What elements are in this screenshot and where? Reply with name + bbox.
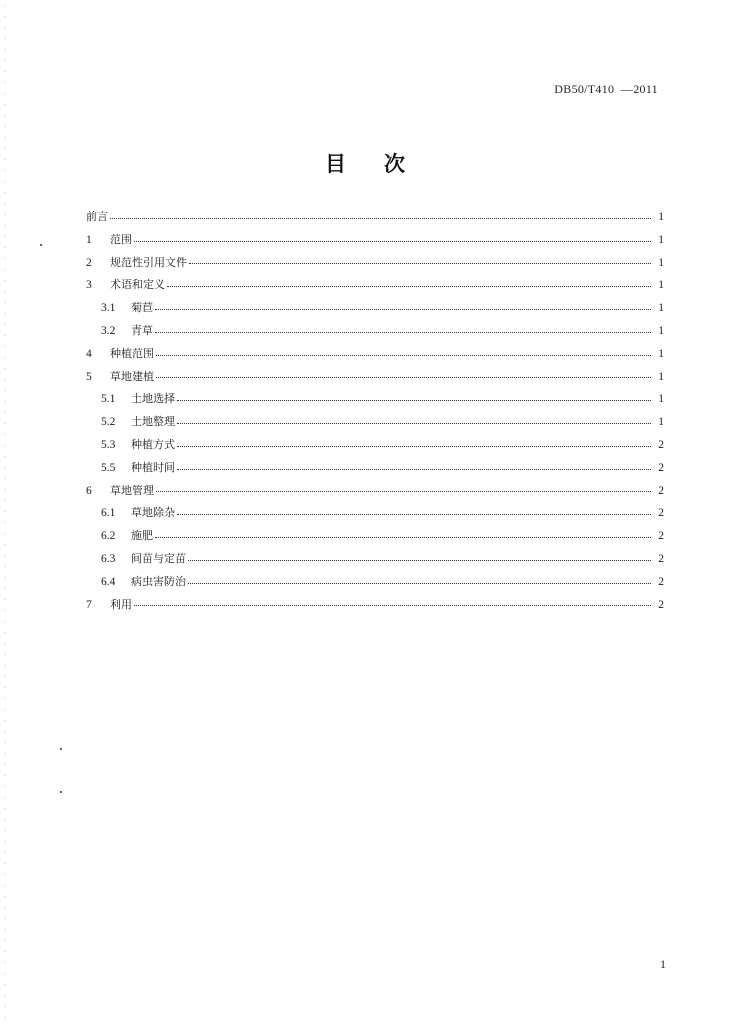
toc-dot-leader — [156, 491, 651, 492]
toc-entry-number: 5 — [86, 370, 92, 383]
toc-entry-label: 种植时间 — [131, 460, 175, 474]
toc-entry-number: 5.2 — [101, 416, 116, 429]
toc-dot-leader — [156, 377, 651, 378]
toc-entry-page: 1 — [658, 302, 664, 315]
scan-speck — [60, 791, 62, 793]
toc-entry — [86, 206, 664, 229]
toc-entry-page: 2 — [658, 552, 664, 565]
toc-entry-label: 青草 — [131, 323, 153, 337]
toc-entry-label: 前言 — [86, 210, 108, 223]
toc-entry-label: 土地选择 — [131, 392, 175, 406]
toc-dot-leader — [134, 605, 651, 606]
toc-dot-leader — [177, 514, 651, 515]
toc-entry-page: 2 — [658, 530, 664, 543]
toc-entry — [86, 320, 664, 343]
toc-entry — [86, 548, 664, 571]
toc-entry-page: 1 — [658, 233, 664, 246]
toc-entry-page: 1 — [658, 324, 664, 337]
toc-entry-label: 土地整理 — [131, 415, 175, 429]
toc-dot-leader — [134, 241, 651, 242]
toc-dot-leader — [167, 286, 651, 287]
toc-dot-leader — [177, 446, 651, 447]
toc-dot-leader — [189, 263, 651, 264]
toc-entry — [86, 434, 664, 457]
toc-entry-number: 5.3 — [101, 438, 116, 451]
toc-dot-leader — [156, 355, 651, 356]
toc-entry-page: 1 — [658, 347, 664, 360]
toc-entry — [86, 229, 664, 252]
toc-entry — [86, 252, 664, 275]
toc-entry — [86, 480, 664, 503]
toc-entry-page: 2 — [658, 575, 664, 588]
toc-entry-label: 病虫害防治 — [131, 574, 186, 588]
toc-entry-label: 施肥 — [131, 529, 153, 543]
toc-entry-label: 间苗与定苗 — [131, 551, 186, 565]
toc-entry-page: 1 — [658, 279, 664, 292]
toc-entry-number: 3.1 — [101, 302, 116, 315]
toc-entry-label: 菊苣 — [131, 301, 153, 315]
toc-entry-label: 草地除杂 — [131, 506, 175, 520]
toc-entry — [86, 388, 664, 411]
table-of-contents — [86, 206, 664, 616]
toc-entry — [86, 571, 664, 594]
toc-entry-label: 草地管理 — [110, 483, 154, 497]
toc-entry-number: 3.2 — [101, 324, 116, 337]
toc-entry-label: 范围 — [110, 232, 132, 246]
toc-entry-page: 1 — [658, 256, 664, 269]
toc-entry-number: 6.2 — [101, 530, 116, 543]
toc-dot-leader — [155, 332, 651, 333]
toc-entry-number: 4 — [86, 347, 92, 360]
toc-entry-label: 草地建植 — [110, 369, 154, 383]
toc-entry-page: 2 — [658, 438, 664, 451]
toc-dot-leader — [155, 537, 651, 538]
toc-entry-page: 2 — [658, 484, 664, 497]
toc-entry-page: 1 — [658, 416, 664, 429]
toc-entry-number: 5.5 — [101, 461, 116, 474]
toc-entry-page: 2 — [658, 507, 664, 520]
toc-entry-page: 1 — [658, 370, 664, 383]
toc-entry — [86, 457, 664, 480]
toc-entry-number: 3 — [86, 279, 92, 292]
toc-entry — [86, 525, 664, 548]
toc-entry-label: 规范性引用文件 — [110, 255, 187, 269]
toc-entry — [86, 594, 664, 617]
toc-entry — [86, 366, 664, 389]
toc-dot-leader — [188, 560, 651, 561]
toc-dot-leader — [110, 218, 651, 219]
toc-entry-label: 种植范围 — [110, 346, 154, 360]
document-code: DB50/T410 —2011 — [554, 82, 658, 96]
scan-speck — [40, 244, 42, 246]
toc-entry — [86, 343, 664, 366]
toc-entry — [86, 411, 664, 434]
page-title: 目次 — [325, 152, 443, 176]
toc-entry-number: 6 — [86, 484, 92, 497]
toc-dot-leader — [188, 583, 651, 584]
toc-entry-page: 1 — [658, 393, 664, 406]
toc-entry — [86, 502, 664, 525]
toc-entry-number: 6.1 — [101, 507, 116, 520]
toc-entry-page: 2 — [658, 461, 664, 474]
toc-entry-number: 6.3 — [101, 552, 116, 565]
toc-entry — [86, 274, 664, 297]
toc-entry-number: 6.4 — [101, 575, 116, 588]
toc-entry-number: 2 — [86, 256, 92, 269]
toc-entry-page: 2 — [658, 598, 664, 611]
toc-entry — [86, 297, 664, 320]
toc-dot-leader — [177, 469, 651, 470]
toc-entry-label: 利用 — [110, 597, 132, 611]
toc-entry-page: 1 — [658, 211, 664, 223]
toc-entry-number: 5.1 — [101, 393, 116, 406]
toc-entry-number: 7 — [86, 598, 92, 611]
page-number: 1 — [660, 957, 666, 971]
toc-entry-label: 种植方式 — [131, 437, 175, 451]
toc-dot-leader — [155, 309, 651, 310]
toc-entry-number: 1 — [86, 233, 92, 246]
scan-speck — [60, 748, 62, 750]
toc-dot-leader — [177, 423, 651, 424]
toc-dot-leader — [177, 400, 651, 401]
toc-entry-label: 术语和定义 — [110, 278, 165, 292]
